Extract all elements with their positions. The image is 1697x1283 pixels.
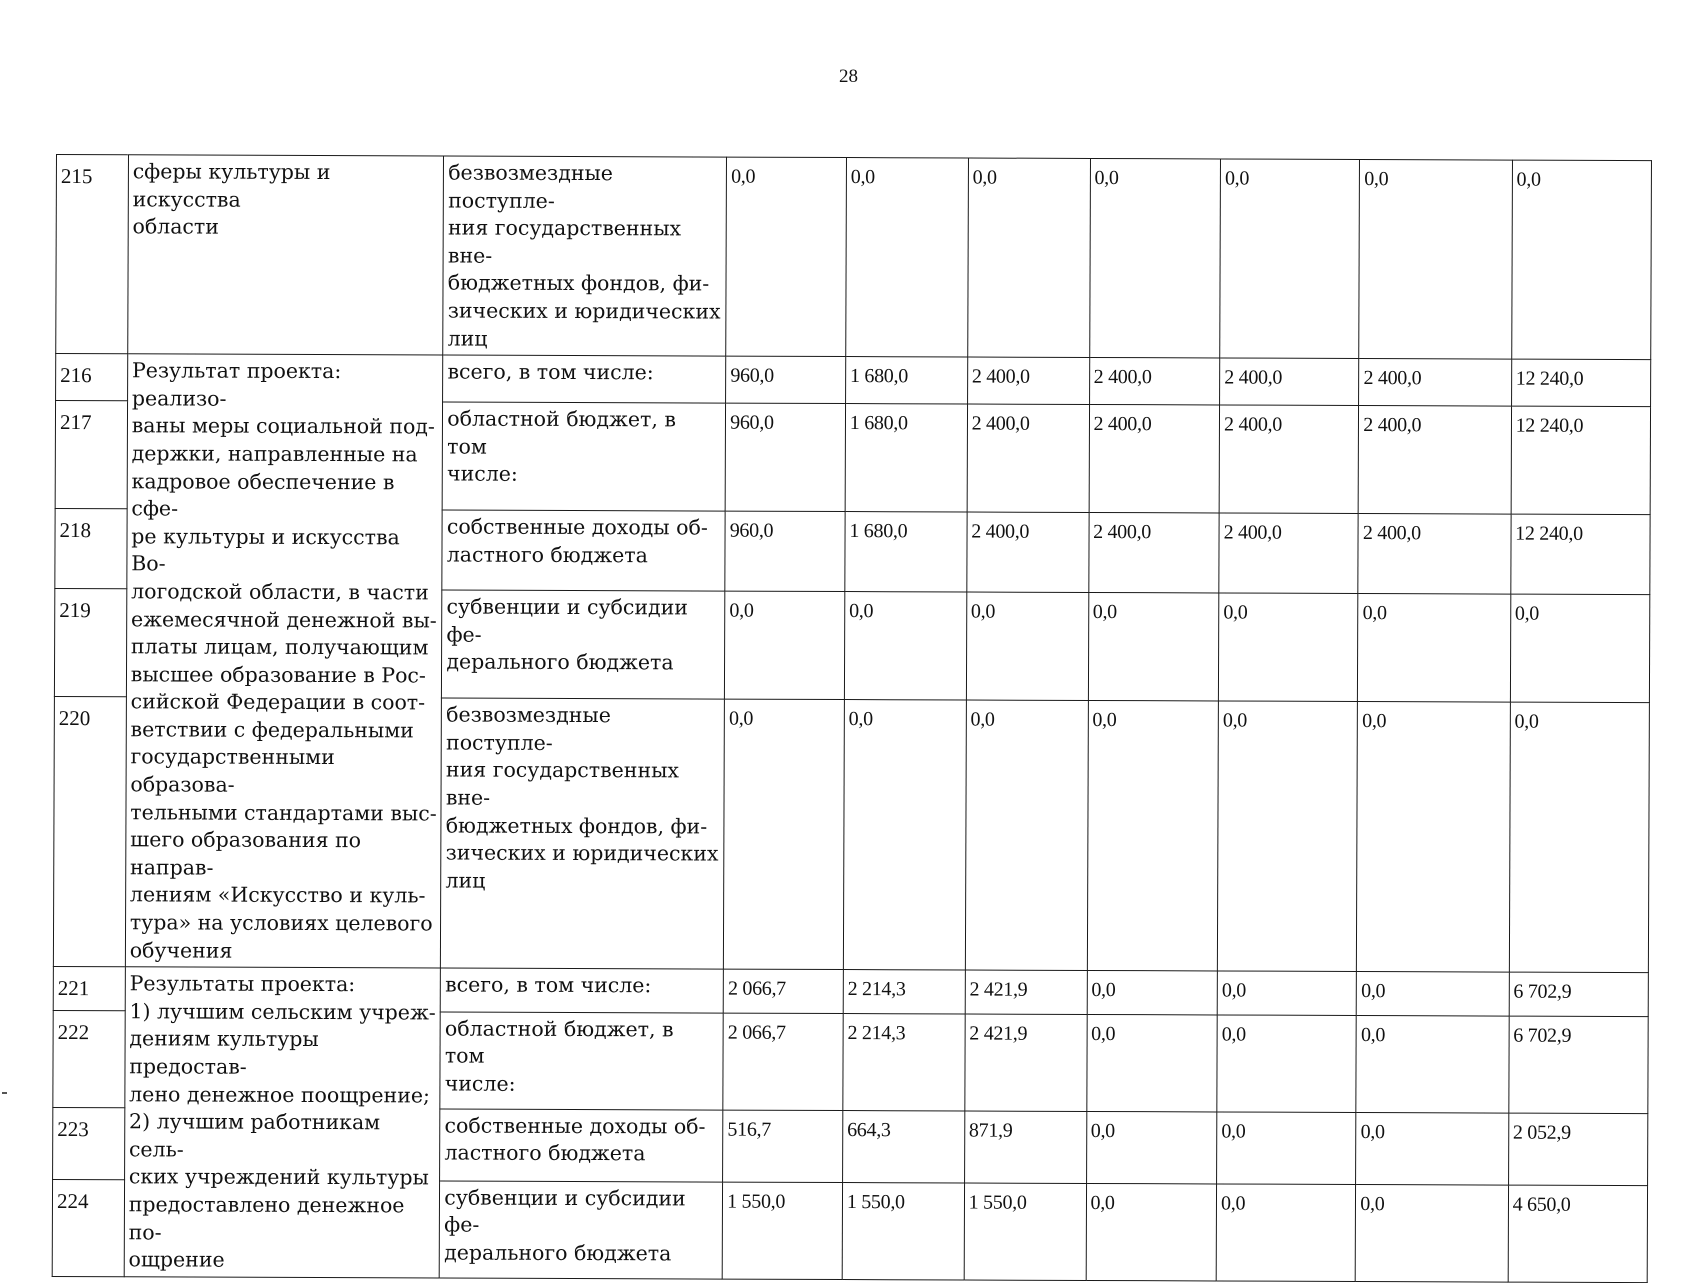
scan-edge-mark (2, 1092, 7, 1094)
value-cell: 0,0 (1217, 701, 1357, 972)
value-cell: 0,0 (1216, 1184, 1356, 1281)
value-cell: 12 240,0 (1511, 406, 1651, 515)
value-cell: 0,0 (1086, 1111, 1217, 1184)
value-cell: 2 400,0 (1358, 513, 1511, 594)
project-result-cell: Результат проекта: реализо- ваны меры социальной под- держки, направленные на кадровое обеспечение в сфе- ре культуры и искусства Во- логодской области, в части ежемесячной денежной вы- платы лицам, получающим высшее образование в Рос- сийской Федерации в соот- ветствии с федеральными государственными образова- тельными стандартами выс- шего образования по направ- лениям «Искусство и куль- тура» на условиях целевого обучения (125, 354, 443, 968)
value-cell: 0,0 (966, 592, 1088, 700)
value-cell: 0,0 (1356, 1112, 1509, 1185)
value-cell: 0,0 (725, 591, 845, 699)
value-cell: 0,0 (1356, 1184, 1509, 1282)
project-result-cell: Результаты проекта: 1) лучшим сельским учреж- дениям культуры предостав- лено денежное поощрение; 2) лучшим работникам сель- ских учреждений культуры предоставлено денежное по- ощрение (124, 967, 441, 1278)
value-cell: 2 400,0 (1089, 404, 1220, 512)
value-cell: 2 066,7 (723, 969, 843, 1013)
funding-source-cell: областной бюджет, в том числе: (442, 402, 725, 511)
value-cell: 2 214,3 (843, 1013, 965, 1110)
value-cell: 960,0 (725, 403, 845, 511)
row-name-cell: сферы культуры и искусства области (128, 155, 444, 355)
value-cell: 0,0 (1510, 594, 1650, 703)
value-cell: 0,0 (1359, 160, 1512, 360)
row-number: 224 (52, 1179, 124, 1276)
value-cell: 12 240,0 (1510, 514, 1650, 595)
table-row (56, 354, 1651, 407)
row-number: 218 (55, 508, 127, 589)
value-cell: 0,0 (1087, 971, 1218, 1015)
value-cell: 2 421,9 (965, 1014, 1087, 1111)
value-cell: 1 680,0 (845, 357, 967, 404)
funding-source-cell: собственные доходы об- ластного бюджета (442, 510, 725, 591)
value-cell: 2 400,0 (967, 404, 1089, 512)
value-cell: 2 400,0 (1219, 405, 1359, 514)
value-cell: 2 052,9 (1508, 1113, 1648, 1186)
value-cell: 2 400,0 (1219, 513, 1359, 594)
value-cell: 1 550,0 (842, 1182, 964, 1279)
value-cell: 0,0 (1509, 702, 1649, 973)
value-cell: 0,0 (1220, 159, 1360, 359)
value-cell: 2 400,0 (967, 512, 1089, 593)
funding-source-cell: собственные доходы об- ластного бюджета (440, 1109, 723, 1182)
value-cell: 6 702,9 (1508, 1016, 1648, 1113)
value-cell: 2 421,9 (965, 970, 1087, 1014)
value-cell: 4 650,0 (1508, 1185, 1648, 1282)
value-cell: 0,0 (724, 699, 845, 970)
value-cell: 2 400,0 (1220, 358, 1359, 405)
value-cell: 0,0 (846, 158, 969, 358)
value-cell: 2 400,0 (1358, 405, 1511, 514)
row-number: 216 (56, 354, 128, 401)
value-cell: 1 680,0 (845, 511, 967, 592)
value-cell: 1 680,0 (845, 404, 967, 512)
value-cell: 2 214,3 (843, 970, 965, 1014)
value-cell: 0,0 (1217, 971, 1356, 1015)
row-number: 220 (53, 697, 126, 967)
row-number: 215 (56, 155, 129, 354)
value-cell: 0,0 (1219, 593, 1359, 702)
funding-source-cell: областной бюджет, в том числе: (440, 1012, 723, 1110)
value-cell: 2 400,0 (1088, 512, 1219, 593)
funding-source-cell: безвозмездные поступле- ния государственных вне- бюджетных фондов, фи- зических и юридических лиц (441, 698, 725, 969)
table-row (56, 155, 1652, 360)
value-cell: 0,0 (1358, 594, 1511, 703)
value-cell: 0,0 (1088, 593, 1219, 701)
value-cell: 960,0 (725, 511, 845, 592)
funding-source-cell: субвенции и субсидии фе- дерального бюджета (442, 590, 725, 699)
funding-source-cell: всего, в том числе: (441, 968, 724, 1013)
row-number: 221 (53, 967, 125, 1011)
value-cell: 871,9 (964, 1111, 1086, 1183)
value-cell: 2 400,0 (1089, 358, 1220, 405)
value-cell: 960,0 (726, 356, 846, 403)
row-number: 223 (53, 1107, 125, 1179)
value-cell: 12 240,0 (1511, 359, 1651, 406)
value-cell: 0,0 (1356, 1015, 1509, 1112)
row-number: 219 (54, 589, 126, 697)
value-cell: 0,0 (1217, 1015, 1357, 1112)
value-cell: 2 400,0 (1359, 359, 1511, 406)
funding-source-cell: безвозмездные поступле- ния государственных вне- бюджетных фондов, фи- зических и юридических лиц (443, 156, 727, 356)
value-cell: 0,0 (1086, 1183, 1217, 1280)
value-cell: 0,0 (1511, 160, 1651, 360)
value-cell: 664,3 (842, 1110, 964, 1182)
value-cell: 0,0 (1217, 1112, 1357, 1185)
budget-table (52, 154, 1652, 1283)
value-cell: 6 702,9 (1509, 972, 1649, 1016)
table-row (53, 967, 1648, 1017)
value-cell: 0,0 (1086, 1014, 1217, 1111)
value-cell: 2 400,0 (967, 357, 1089, 404)
value-cell: 516,7 (723, 1110, 843, 1182)
value-cell: 1 550,0 (722, 1182, 842, 1279)
value-cell: 0,0 (843, 700, 966, 971)
value-cell: 0,0 (1357, 702, 1510, 973)
value-cell: 0,0 (1087, 701, 1219, 972)
value-cell: 0,0 (1357, 972, 1509, 1016)
value-cell: 0,0 (965, 700, 1088, 971)
page-number: 28 (839, 66, 858, 87)
value-cell: 0,0 (726, 157, 846, 357)
value-cell: 0,0 (844, 592, 966, 700)
value-cell: 0,0 (967, 158, 1090, 358)
value-cell: 2 066,7 (723, 1013, 843, 1110)
value-cell: 1 550,0 (964, 1183, 1086, 1280)
row-number: 222 (53, 1010, 125, 1107)
funding-source-cell: субвенции и субсидии фе- дерального бюджета (440, 1181, 723, 1279)
funding-source-cell: всего, в том числе: (443, 355, 726, 403)
value-cell: 0,0 (1089, 158, 1220, 358)
row-number: 217 (55, 400, 127, 508)
